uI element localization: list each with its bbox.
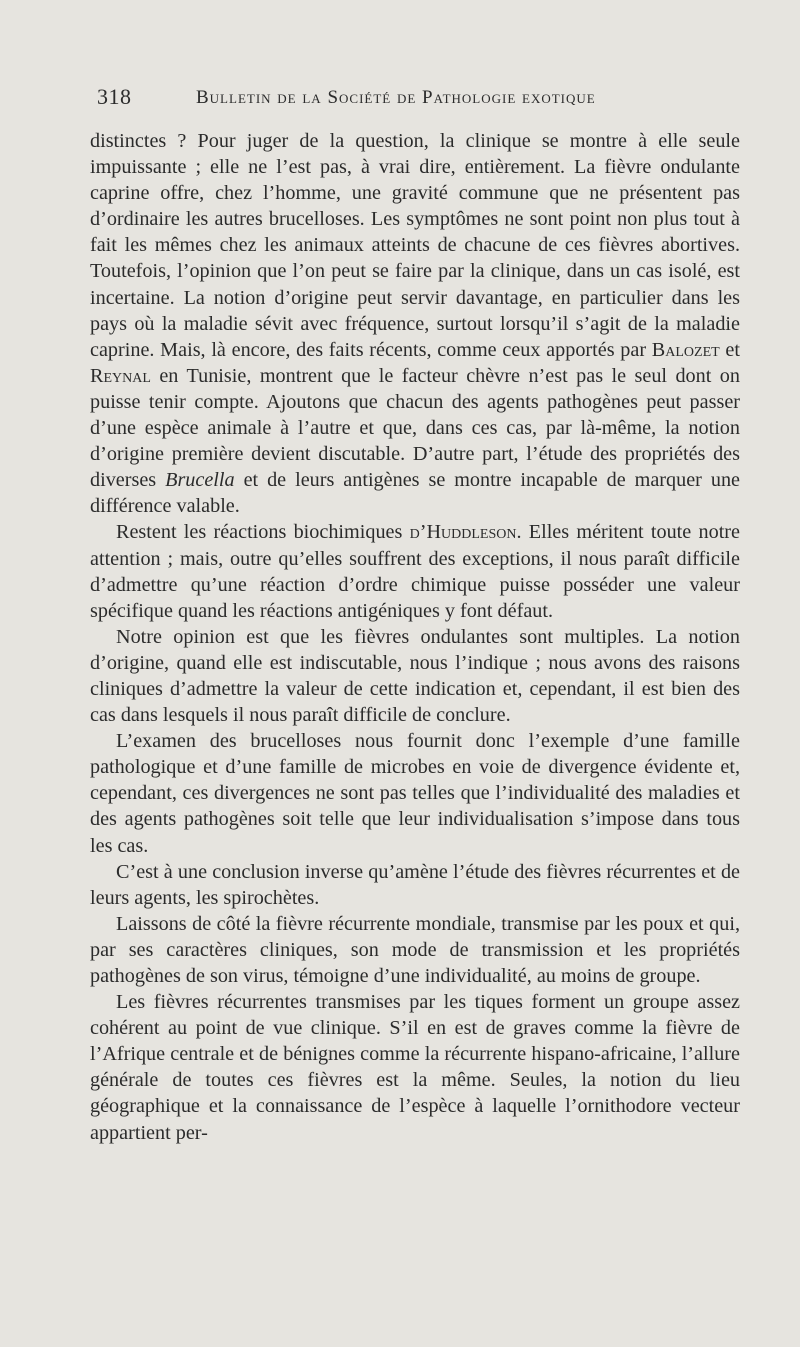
page-number: 318 (97, 84, 132, 109)
paragraph (90, 911, 740, 989)
body-text (90, 128, 740, 1146)
text-segment: Notre opinion est que les fièvres ondulantes sont multiples. La notion d’origine, quand elle est indiscutable, nous l’indique ; nous avons des raisons cliniques d’admettre la valeur de cette indication et, cependant, il est bien des cas dans lesquels il nous paraît difficile de conclure. (90, 625, 740, 727)
paragraph (90, 728, 740, 858)
text-segment: L’examen des brucelloses nous fournit donc l’exemple d’une famille pathologique et d’une famille de microbes en voie de divergence évidente et, cependant, ces divergences ne sont pas telles que l’individualité des maladies et des agents pathogènes soit telle que leur individualisation s’impose dans tous les cas. (90, 730, 740, 857)
paragraph (90, 624, 740, 728)
text-segment: C’est à une conclusion inverse qu’amène l’étude des fièvres récurrentes et de leurs agents, les spirochètes. (90, 860, 740, 909)
paragraph (90, 859, 740, 911)
text-segment: et (719, 338, 740, 361)
author-name: Balozet (651, 338, 720, 361)
text-segment: en Tunisie, montrent que le facteur chèvre n’est pas le seul dont on puisse tenir compte. Ajoutons que chacun des agents pathogènes peut passer d’une espèce animale à l’autre et que, dans ces cas, par là-même, la notion d’origine première devient discutable. D’autre part, l’étude des propriétés des diverses (90, 364, 740, 492)
text-segment: Restent les réactions biochimiques (116, 521, 410, 544)
text-segment: Laissons de côté la fièvre récurrente mondiale, transmise par les poux et qui, par ses caractères cliniques, son mode de transmission et les propriétés pathogènes de son virus, témoigne d’une individualité, au moins de groupe. (90, 912, 740, 987)
paragraph (90, 989, 740, 1146)
genus-name: Brucella (165, 469, 235, 492)
paragraph (90, 128, 740, 519)
text-segment: distinctes ? Pour juger de la question, la clinique se montre à elle seule impuissante ; elle ne l’est pas, à vrai dire, entièrement. La fièvre ondulante caprine offre, chez l’homme, une gravité commune que ne présentent pas d’ordinaire les autres brucelloses. Les symptômes ne sont point non plus tout à fait les mêmes chez les animaux atteints de chacune de ces fièvres abortives. Toutefois, l’opinion que l’on peut se faire par la clinique, dans un cas isolé, est incertaine. La notion d’origine peut servir davantage, en particulier dans les pays où la maladie sévit avec fréquence, surtout lorsqu’il s’agit de la maladie caprine. Mais, là encore, des faits récents, comme ceux apportés par (90, 130, 740, 361)
author-name: Reynal (90, 364, 151, 387)
text-segment: . Elles méritent toute notre attention ; mais, outre qu’elles souffrent des exceptions, il nous paraît difficile d’admettre qu’une réaction d’ordre chimique puisse posséder une valeur spécifique quand les réactions antigéniques y font défaut. (90, 521, 740, 622)
text-segment: Les fièvres récurrentes transmises par les tiques forment un groupe assez cohérent au point de vue clinique. S’il en est de graves comme la fièvre de l’Afrique centrale et de bénignes comme la récurrente hispano-africaine, l’allure générale de toutes ces fièvres est la même. Seules, la notion du lieu géographique et la connaissance de l’espèce à laquelle l’ornithodore vecteur appartient per- (90, 991, 740, 1144)
page-header (97, 84, 642, 112)
text-segment: et de leurs antigènes se montre incapable de marquer une différence valable. (90, 469, 740, 518)
paragraph (90, 519, 740, 623)
author-name: d’Huddleson (409, 521, 517, 544)
running-title: Bulletin de la Société de Pathologie exotique (196, 87, 596, 108)
